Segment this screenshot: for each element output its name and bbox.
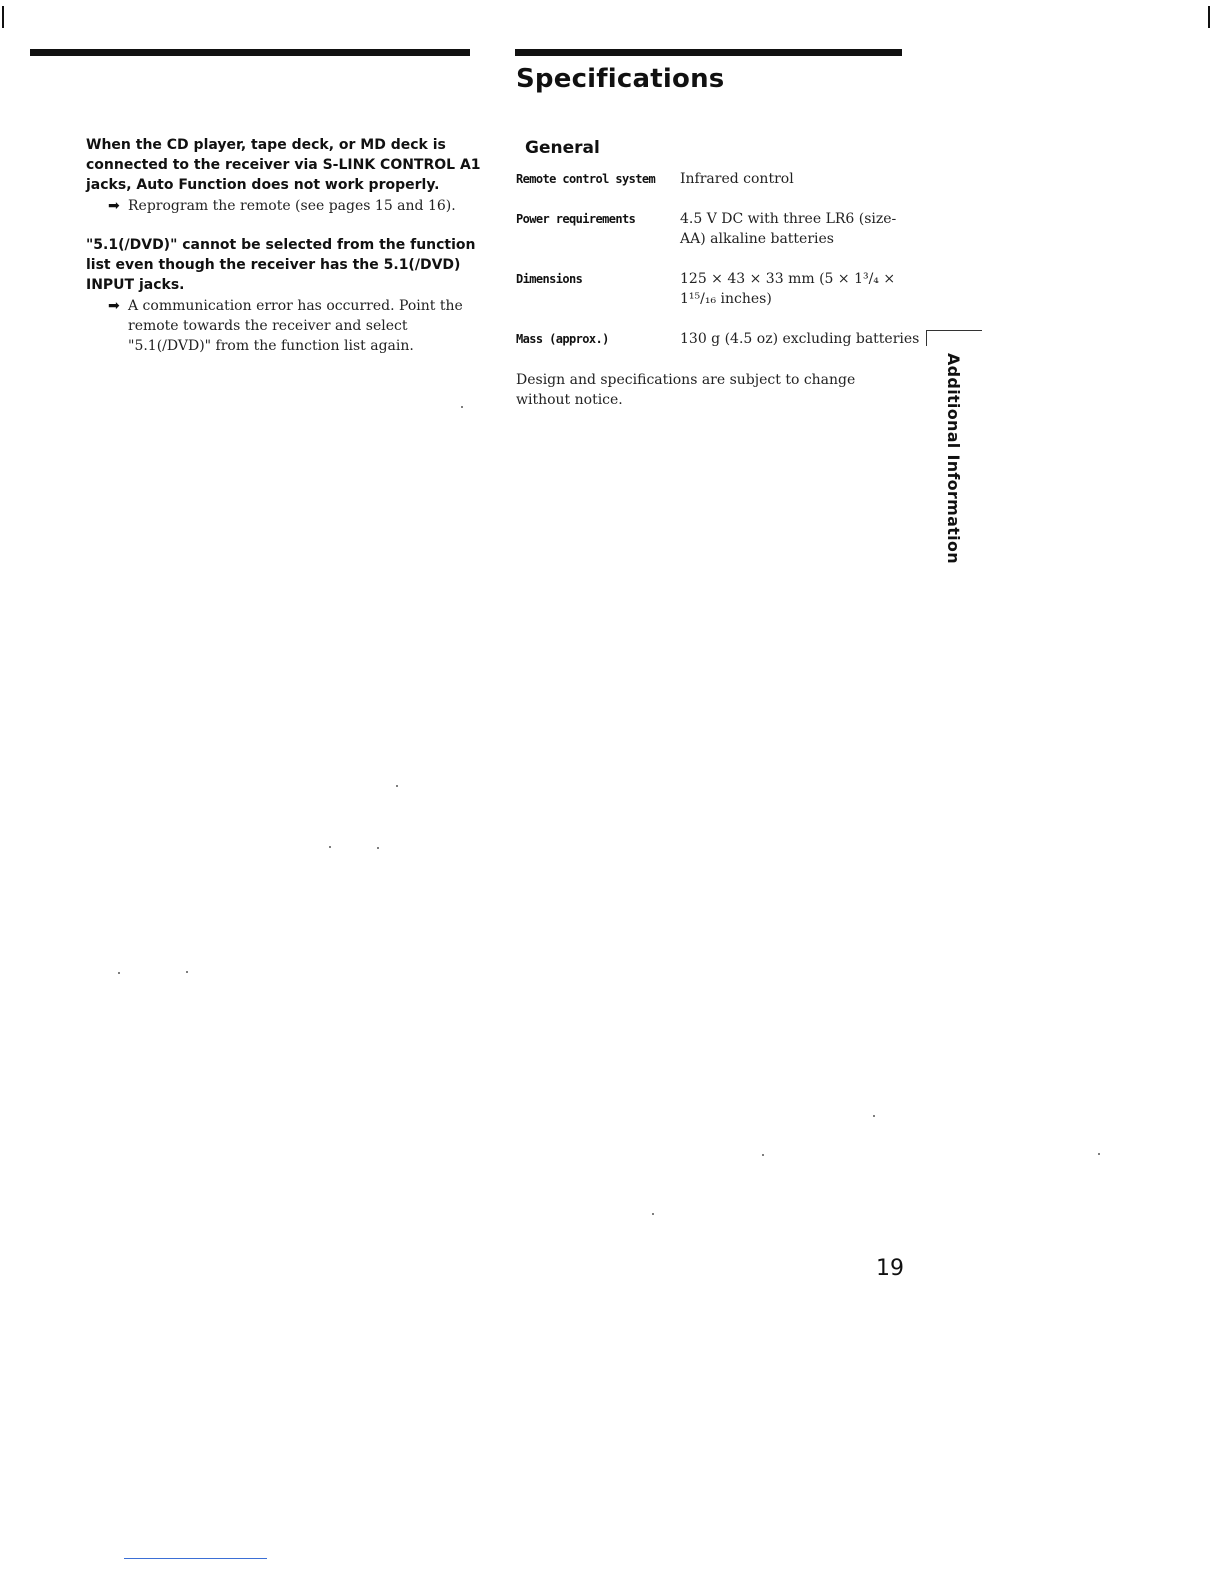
remedy-text: A communication error has occurred. Point the remote towards the receiver and select "5.1(/DVD)" from the function list again. <box>128 298 463 354</box>
page-title: Specifications <box>516 64 725 94</box>
arrow-right-icon: ➡ <box>108 198 120 214</box>
problem-heading: "5.1(/DVD)" cannot be selected from the function list even though the receiver has the 5.1(/DVD) INPUT jacks. <box>86 237 476 293</box>
spec-value: 130 g (4.5 oz) excluding batteries <box>680 331 920 347</box>
scan-speck <box>186 971 188 973</box>
spec-row <box>516 169 906 189</box>
scan-speck <box>762 1154 764 1156</box>
spec-note: Design and specifications are subject to change without notice. <box>516 372 856 408</box>
scan-speck <box>329 846 331 848</box>
troubleshooting-item <box>86 135 486 216</box>
header-rule-right <box>515 49 902 56</box>
side-tab-border <box>926 330 982 331</box>
spec-label: Remote control system <box>516 172 656 186</box>
scan-speck <box>118 972 120 974</box>
remedy-text: Reprogram the remote (see pages 15 and 16). <box>128 198 456 214</box>
spec-value: 125 × 43 × 33 mm (5 × 1³/₄ × 1¹⁵/₁₆ inches) <box>680 271 896 307</box>
problem-heading: When the CD player, tape deck, or MD deck is connected to the receiver via S-LINK CONTROL A1 jacks, Auto Function does not work properly. <box>86 137 481 193</box>
page-number: 19 <box>876 1256 904 1281</box>
section-heading-general: General <box>525 138 600 158</box>
scan-speck <box>377 847 379 849</box>
scan-speck <box>873 1115 875 1117</box>
side-tab-label: Additional Information <box>944 353 963 564</box>
side-tab-border <box>926 330 927 346</box>
scan-speck <box>652 1213 654 1215</box>
spec-label: Power requirements <box>516 212 636 226</box>
spec-row <box>516 209 906 249</box>
troubleshooting-item <box>86 235 486 356</box>
spec-value: 4.5 V DC with three LR6 (size-AA) alkaline batteries <box>680 211 897 247</box>
spec-value: Infrared control <box>680 171 794 187</box>
scan-speck <box>1098 1153 1100 1155</box>
scan-speck <box>396 785 398 787</box>
spec-label: Dimensions <box>516 272 583 286</box>
spec-row <box>516 329 920 349</box>
scan-speck <box>461 406 463 408</box>
remedy <box>108 296 486 356</box>
arrow-right-icon: ➡ <box>108 298 120 314</box>
bottom-line <box>124 1558 267 1559</box>
remedy <box>108 196 486 216</box>
crop-mark-left <box>2 6 4 28</box>
spec-row <box>516 269 906 309</box>
crop-mark-right <box>1208 6 1210 28</box>
spec-label: Mass (approx.) <box>516 332 609 346</box>
header-rule-left <box>30 49 470 56</box>
